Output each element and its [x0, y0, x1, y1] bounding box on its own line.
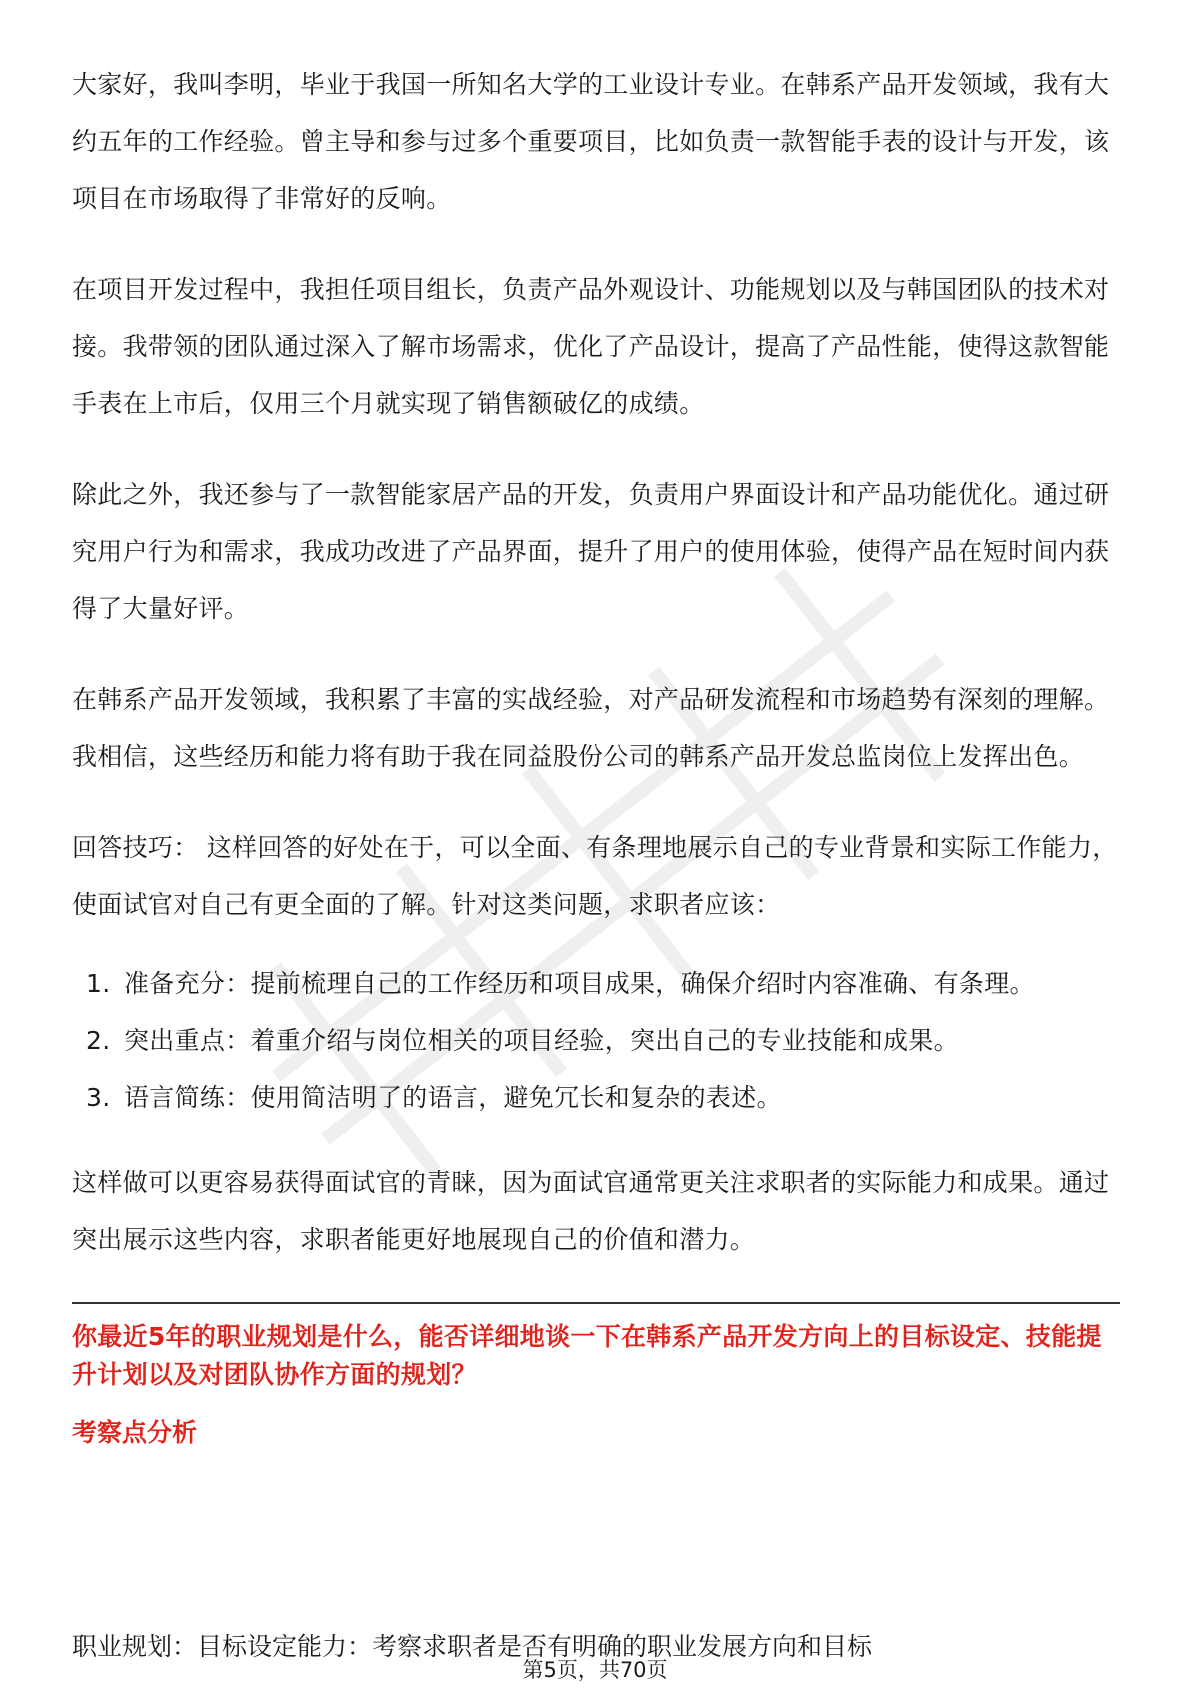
- list-text: 语言简练：使用简洁明了的语言，避免冗长和复杂的表述。: [124, 1083, 782, 1112]
- interview-question: 你最近5年的职业规划是什么，能否详细地谈一下在韩系产品开发方向上的目标设定、技能提升计划以及对团队协作方面的规划？: [72, 1322, 1102, 1389]
- paragraph-closing: 这样做可以更容易获得面试官的青睐，因为面试官通常更关注求职者的实际能力和成果。通过突出展示这些内容，求职者能更好地展现自己的价值和潜力。: [72, 1168, 1110, 1254]
- section-divider: [72, 1302, 1120, 1304]
- tips-list: [72, 955, 1120, 1126]
- tips-intro: 回答技巧： 这样回答的好处在于，可以全面、有条理地展示自己的专业背景和实际工作能力，使面试官对自己有更全面的了解。针对这类问题，求职者应该：: [72, 833, 1118, 919]
- list-number: 3.: [86, 1083, 111, 1112]
- list-item: [72, 955, 1120, 1012]
- list-item: [72, 1012, 1120, 1069]
- section-heading: 考察点分析: [72, 1418, 198, 1447]
- document-body: [72, 56, 1120, 1452]
- paragraph-intro: 大家好，我叫李明，毕业于我国一所知名大学的工业设计专业。在韩系产品开发领域，我有大约五年的工作经验。曾主导和参与过多个重要项目，比如负责一款智能手表的设计与开发，该项目在市场取得了非常好的反响。: [72, 70, 1110, 213]
- page-footer: 第5页，共70页: [522, 1658, 668, 1682]
- paragraph-smart-home: 除此之外，我还参与了一款智能家居产品的开发，负责用户界面设计和产品功能优化。通过研究用户行为和需求，我成功改进了产品界面，提升了用户的使用体验，使得产品在短时间内获得了大量好评。: [72, 480, 1110, 623]
- paragraph-summary: 在韩系产品开发领域，我积累了丰富的实战经验，对产品研发流程和市场趋势有深刻的理解。我相信，这些经历和能力将有助于我在同益股份公司的韩系产品开发总监岗位上发挥出色。: [72, 685, 1110, 771]
- list-item: [72, 1069, 1120, 1126]
- list-text: 准备充分：提前梳理自己的工作经历和项目成果，确保介绍时内容准确、有条理。: [124, 969, 1035, 998]
- list-text: 突出重点：着重介绍与岗位相关的项目经验，突出自己的专业技能和成果。: [124, 1026, 959, 1055]
- clipped-text: 职业规划：目标设定能力：考察求职者是否有明确的职业发展方向和目标: [72, 1632, 873, 1661]
- list-number: 1.: [86, 969, 111, 998]
- list-number: 2.: [86, 1026, 111, 1055]
- paragraph-project-role: 在项目开发过程中，我担任项目组长，负责产品外观设计、功能规划以及与韩国团队的技术对接。我带领的团队通过深入了解市场需求，优化了产品设计，提高了产品性能，使得这款智能手表在上市后，仅用三个月就实现了销售额破亿的成绩。: [72, 275, 1110, 418]
